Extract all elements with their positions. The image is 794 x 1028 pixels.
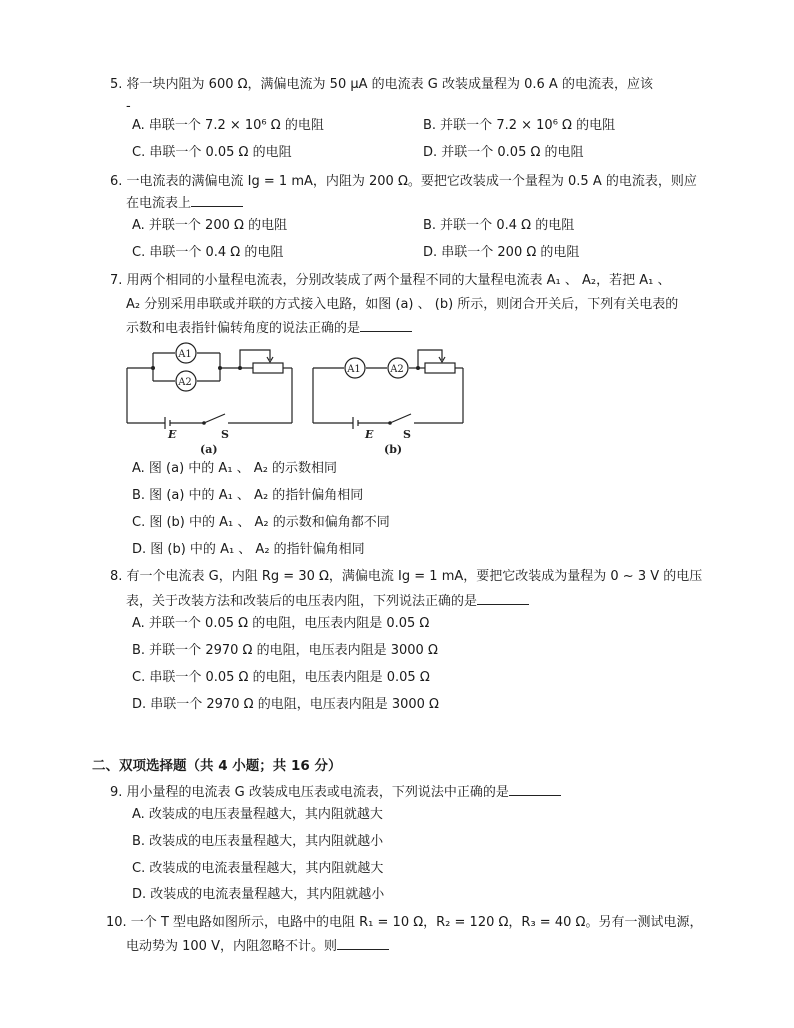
q8-option-c: C. 串联一个 0.05 Ω 的电阻，电压表内阻是 0.05 Ω xyxy=(132,670,430,685)
answer-blank xyxy=(337,937,389,950)
q8-stem-line2: 表，关于改装方法和改装后的电压表内阻，下列说法正确的是 xyxy=(126,592,529,611)
q6-option-b: B. 并联一个 0.4 Ω 的电阻 xyxy=(423,218,575,233)
q5-option-c: C. 串联一个 0.05 Ω 的电阻 xyxy=(132,145,292,160)
q5-stem-line1: 5. 将一块内阻为 600 Ω，满偏电流为 50 μA 的电流表 G 改装成量程为 0.6 A 的电流表，应该 xyxy=(110,77,653,92)
b-switch-label: S xyxy=(403,428,411,441)
q8-option-b: B. 并联一个 2970 Ω 的电阻，电压表内阻是 3000 Ω xyxy=(132,643,438,658)
q6-stem-line2: 在电流表上 xyxy=(126,194,243,213)
q7-circuit-figure xyxy=(120,338,480,463)
fig-b-caption: (b) xyxy=(384,443,403,456)
q7-stem-line3: 示数和电表指针偏转角度的说法正确的是 xyxy=(126,319,412,338)
q5-stem-line2: - xyxy=(126,99,131,114)
q10-stem-line2: 电动势为 100 V，内阻忽略不计。则 xyxy=(126,937,389,956)
q7-option-b: B. 图 (a) 中的 A₁ 、 A₂ 的指针偏角相同 xyxy=(132,488,364,503)
q5-option-a: A. 串联一个 7.2 × 10⁶ Ω 的电阻 xyxy=(132,118,324,133)
answer-blank xyxy=(509,783,561,796)
a-emf-label: E xyxy=(168,428,177,441)
b-meter2-label: A2 xyxy=(390,364,404,375)
q7-stem-line2: A₂ 分别采用串联或并联的方式接入电路，如图 (a) 、 (b) 所示，则闭合开关后，下列有关电表的 xyxy=(126,297,679,312)
q8-option-d: D. 串联一个 2970 Ω 的电阻，电压表内阻是 3000 Ω xyxy=(132,697,439,712)
q9-option-a: A. 改装成的电压表量程越大，其内阻就越大 xyxy=(132,807,383,822)
q6-option-c: C. 串联一个 0.4 Ω 的电阻 xyxy=(132,245,284,260)
q9-option-b: B. 改装成的电压表量程越大，其内阻就越小 xyxy=(132,834,384,849)
q7-stem-line1: 7. 用两个相同的小量程电流表，分别改装成了两个量程不同的大量程电流表 A₁ 、 A₂，若把 A₁ 、 xyxy=(110,273,671,288)
q5-option-b: B. 并联一个 7.2 × 10⁶ Ω 的电阻 xyxy=(423,118,616,133)
a-switch-label: S xyxy=(221,428,229,441)
fig-a-caption: (a) xyxy=(200,443,218,456)
answer-blank xyxy=(477,592,529,605)
answer-blank xyxy=(360,319,412,332)
q7-option-d: D. 图 (b) 中的 A₁ 、 A₂ 的指针偏角相同 xyxy=(132,542,365,557)
q6-option-a: A. 并联一个 200 Ω 的电阻 xyxy=(132,218,288,233)
q10-stem-line1: 10. 一个 T 型电路如图所示，电路中的电阻 R₁ = 10 Ω，R₂ = 120 Ω，R₃ = 40 Ω。另有一测试电源， xyxy=(106,915,703,930)
a-meter2-label: A2 xyxy=(178,377,192,388)
q8-stem-line1: 8. 有一个电流表 G，内阻 Rg = 30 Ω，满偏电流 Ig = 1 mA，要把它改装成为量程为 0 ~ 3 V 的电压 xyxy=(110,569,703,584)
b-emf-label: E xyxy=(365,428,374,441)
q8-option-a: A. 并联一个 0.05 Ω 的电阻，电压表内阻是 0.05 Ω xyxy=(132,616,430,631)
q7-option-a: A. 图 (a) 中的 A₁ 、 A₂ 的示数相同 xyxy=(132,461,338,476)
q6-stem-line1: 6. 一电流表的满偏电流 Ig = 1 mA，内阻为 200 Ω。要把它改装成一个量程为 0.5 A 的电流表，则应 xyxy=(110,174,697,189)
q9-option-c: C. 改装成的电流表量程越大，其内阻就越大 xyxy=(132,861,384,876)
answer-blank xyxy=(191,194,243,207)
q5-option-d: D. 并联一个 0.05 Ω 的电阻 xyxy=(423,145,584,160)
q6-option-d: D. 串联一个 200 Ω 的电阻 xyxy=(423,245,580,260)
q7-option-c: C. 图 (b) 中的 A₁ 、 A₂ 的示数和偏角都不同 xyxy=(132,515,390,530)
section-title: 二、双项选择题（共 4 小题；共 16 分） xyxy=(92,758,342,774)
q9-stem-line1: 9. 用小量程的电流表 G 改装成电压表或电流表，下列说法中正确的是 xyxy=(110,783,561,802)
a-meter1-label: A1 xyxy=(178,349,192,360)
b-meter1-label: A1 xyxy=(347,364,361,375)
q9-option-d: D. 改装成的电流表量程越大，其内阻就越小 xyxy=(132,887,385,902)
